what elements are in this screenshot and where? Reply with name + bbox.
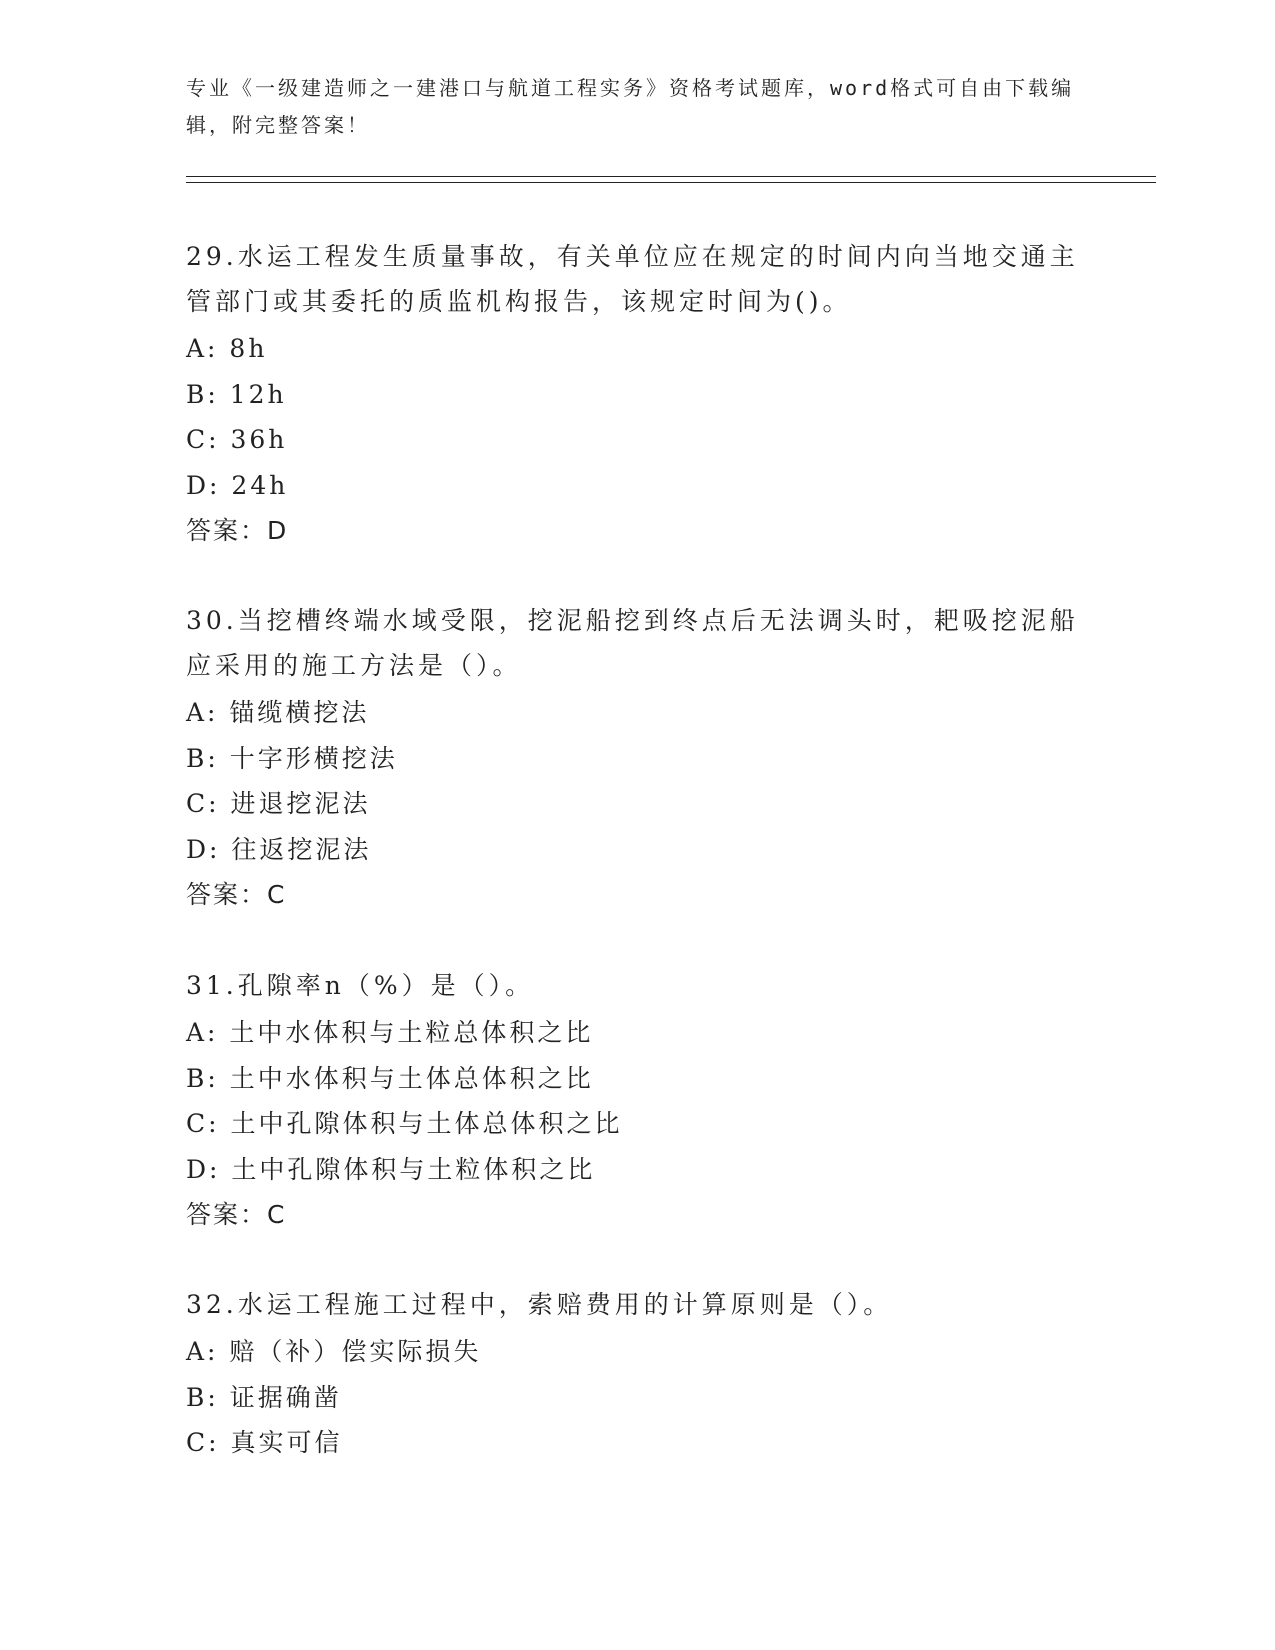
option-c: C: 土中孔隙体积与土体总体积之比 xyxy=(186,1109,623,1138)
option-a: A: 土中水体积与土粒总体积之比 xyxy=(186,1018,594,1047)
option-b: B: 土中水体积与土体总体积之比 xyxy=(186,1063,594,1093)
question-stem: 32.水运工程施工过程中，索赔费用的计算原则是（）。 xyxy=(186,1290,893,1319)
answer-line: 答案：C xyxy=(186,1200,287,1229)
option-b: B: 证据确凿 xyxy=(186,1382,342,1412)
option-c: C: 进退挖泥法 xyxy=(186,789,371,818)
question-stem: 30.当挖槽终端水域受限，挖泥船挖到终点后无法调头时，耙吸挖泥船应采用的施工方法是（）。 xyxy=(186,606,1079,680)
question-29 xyxy=(186,234,1086,554)
header-divider-top xyxy=(186,176,1156,177)
option-c: C: 真实可信 xyxy=(186,1428,343,1457)
option-d: D: 24h xyxy=(186,470,289,500)
page-header-text: 专业《一级建造师之一建港口与航道工程实务》资格考试题库，word格式可自由下载编辑，附完整答案！ xyxy=(186,76,1075,137)
question-31 xyxy=(186,963,1086,1238)
option-d: D: 往返挖泥法 xyxy=(186,834,372,864)
answer-line: 答案：D xyxy=(186,516,289,545)
option-a: A: 锚缆横挖法 xyxy=(186,698,370,727)
header-divider-bottom xyxy=(186,182,1156,183)
answer-line: 答案：C xyxy=(186,880,287,909)
option-b: B: 12h xyxy=(186,379,287,409)
question-30 xyxy=(186,598,1086,918)
question-32 xyxy=(186,1282,1086,1466)
option-a: A: 赔（补）偿实际损失 xyxy=(186,1337,482,1366)
option-b: B: 十字形横挖法 xyxy=(186,743,398,773)
option-c: C: 36h xyxy=(186,425,288,454)
question-stem: 29.水运工程发生质量事故，有关单位应在规定的时间内向当地交通主管部门或其委托的质监机构报告，该规定时间为()。 xyxy=(186,242,1079,316)
option-d: D: 土中孔隙体积与土粒体积之比 xyxy=(186,1154,596,1184)
question-stem: 31.孔隙率n（%）是（）。 xyxy=(186,971,535,1000)
option-a: A: 8h xyxy=(186,334,268,363)
